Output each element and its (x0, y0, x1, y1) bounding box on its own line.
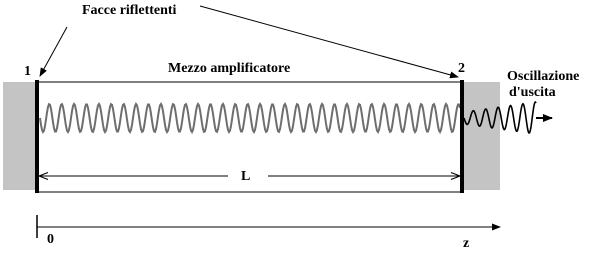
mirror-2-label: 2 (458, 61, 465, 76)
left-mirror-block (3, 82, 37, 190)
amplifying-medium-label: Mezzo amplificatore (168, 61, 291, 76)
origin-label: 0 (47, 232, 54, 247)
length-label: L (241, 169, 251, 184)
pointer-arrow-mirror-1 (40, 27, 67, 76)
reflecting-faces-label: Facce riflettenti (82, 3, 177, 18)
right-mirror-block (462, 82, 500, 190)
output-oscillation-label-line2: d'uscita (509, 85, 556, 100)
z-axis-label: z (463, 236, 470, 251)
mirror-1-label: 1 (24, 64, 31, 79)
output-oscillation-label-line1: Oscillazione (507, 69, 580, 84)
inner-standing-wave (40, 104, 460, 132)
